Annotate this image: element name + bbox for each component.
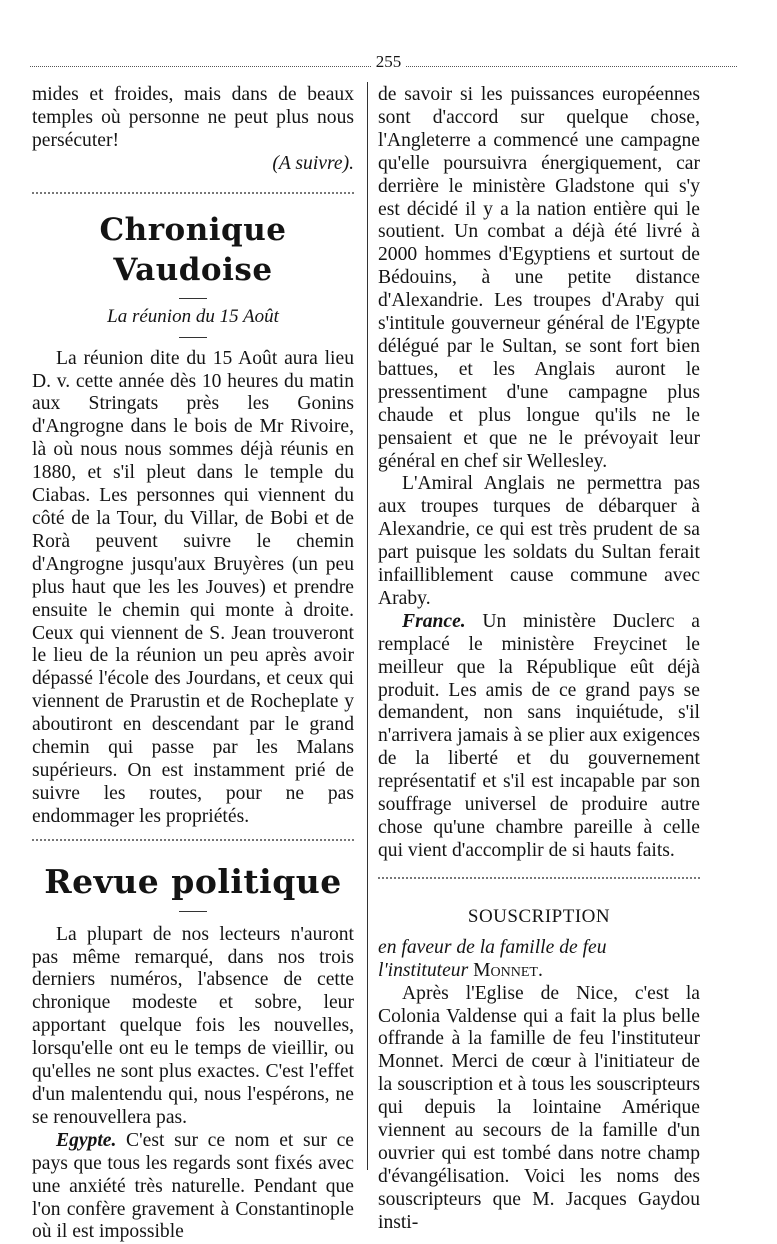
short-rule <box>179 337 207 338</box>
page-number: 255 <box>0 52 777 72</box>
reunion-paragraph: La réunion dite du 15 Août aura lieu D. v. cette année dès 10 heures du matin aux Stringats près les Gonins d'Angrogne dans le bois de Mr Rivoire, là où nous nous sommes déjà réunis en 1880, et s'il pleut dans le temple du Ciabas. Les personnes qui viennent du côté de la Tour, du Villar, de Bobi et de Rorà peuvent suivre le chemin d'Angrogne jusqu'aux Bruyères (un peu plus haut que les les Jouves) et prendre ensuite le chemin qui monte à droite. Ceux qui viennent de S. Jean trouveront le lieu de la réunion un peu après avoir dépassé l'école des Jourdans, et ceux qui viennent de Prarustin et de Rocheplate y aboutiront en descendant par le grand chemin qui passe par les Malans supérieurs. On est instamment prié de suivre les routes, pour ne pas endommager les propriétés. <box>32 347 354 827</box>
column-divider <box>367 82 368 1170</box>
section-separator <box>32 192 354 194</box>
short-rule <box>179 298 207 299</box>
france-paragraph <box>378 611 700 863</box>
egypte-label: Egypte. <box>56 1129 117 1151</box>
left-column <box>32 84 354 1244</box>
revue-politique-heading: Revue politique <box>44 861 342 901</box>
souscription-paragraph: Après l'Eglise de Nice, c'est la Colonia Valdense qui a fait la plus belle offrande à la famille de feu l'instituteur Monnet. Merci de cœur à l'initiateur de la souscription et à tous les souscripteurs qui depuis la lointaine Amérique viennent au secours de la famille d'un ouvrier qui est tombé dans notre champ d'évangélisation. Voici les noms des souscripteurs que M. Jacques Gaydou insti- <box>378 982 700 1233</box>
souscription-heading: SOUSCRIPTION <box>467 905 611 927</box>
amiral-paragraph: L'Amiral Anglais ne permettra pas aux troupes turques de débarquer à Alexandrie, ce qui est très prudent de sa part puisque les soldats du Sultan ferait infailliblement cause commune avec Araby. <box>378 473 700 609</box>
revue-intro-paragraph: La plupart de nos lecteurs n'auront pas même remarqué, dans nos trois derniers numéros, l'absence de cette chronique modeste et sobre, leur apportant quelque fois les nouvelles, lorsqu'elle ont eu le temps de vieillir, ou qu'elles ne sont plus exactes. C'est l'effet d'un malentendu qui, nous l'espérons, ne se renouvellera pas. <box>32 923 354 1128</box>
souscription-subheading: en faveur de la famille de feu l'instituteur Monnet. <box>378 936 607 981</box>
souscription-name: Monnet. <box>473 959 543 981</box>
egypte-paragraph <box>32 1130 354 1244</box>
short-rule <box>179 911 207 912</box>
continued-paragraph: mides et froides, mais dans de beaux temples où personne ne peut plus nous persécuter! <box>32 84 354 151</box>
chronique-vaudoise-heading: Chronique Vaudoise <box>99 211 287 288</box>
egypte-text: C'est sur ce nom et sur ce pays que tous les regards sont fixés avec une anxiété très naturelle. Pendant que l'on confère gravement à Constantinople où il est impossible <box>32 1129 354 1243</box>
egypte-continued-paragraph: de savoir si les puissances européennes sont d'accord sur quelque chose, l'Angleterre a commencé une campagne qu'elle poursuivra énergiquement, car derrière le ministère Gladstone qui s'y est décidé il y a la nation entière qui le soutient. Un combat a déjà été livré à 2000 hommes d'Egyptiens et surtout de Bédouins, à une petite distance d'Alexandrie. Les troupes d'Araby qui s'intitule gouverneur général de l'Egypte délégué par le Sultan, se sont fort bien battues, et les Anglais auront le pressentiment d'une campagne plus chaude et plus longue qu'ils ne le pensaient et que ne le prévoyait leur général en chef sir Wellesley. <box>378 84 700 472</box>
a-suivre-note: (A suivre). <box>272 152 354 174</box>
right-column <box>378 84 700 1235</box>
france-label: France. <box>402 610 466 632</box>
section-separator <box>32 839 354 841</box>
france-text: Un ministère Duclerc a remplacé le ministère Freycinet le meilleur que la République eût déjà produit. Les amis de ce grand pays se demandent, non sans inquiétude, s'il n'arrivera jamais à se plier aux exigences de la liberté et du gouvernement représentatif et s'il est incapable par son souffrage universel de produire autre chose qu'une chambre pareille à celle qui vient d'accomplir de si hauts faits. <box>378 610 700 861</box>
section-separator <box>378 877 700 879</box>
reunion-subheading: La réunion du 15 Août <box>107 305 279 327</box>
